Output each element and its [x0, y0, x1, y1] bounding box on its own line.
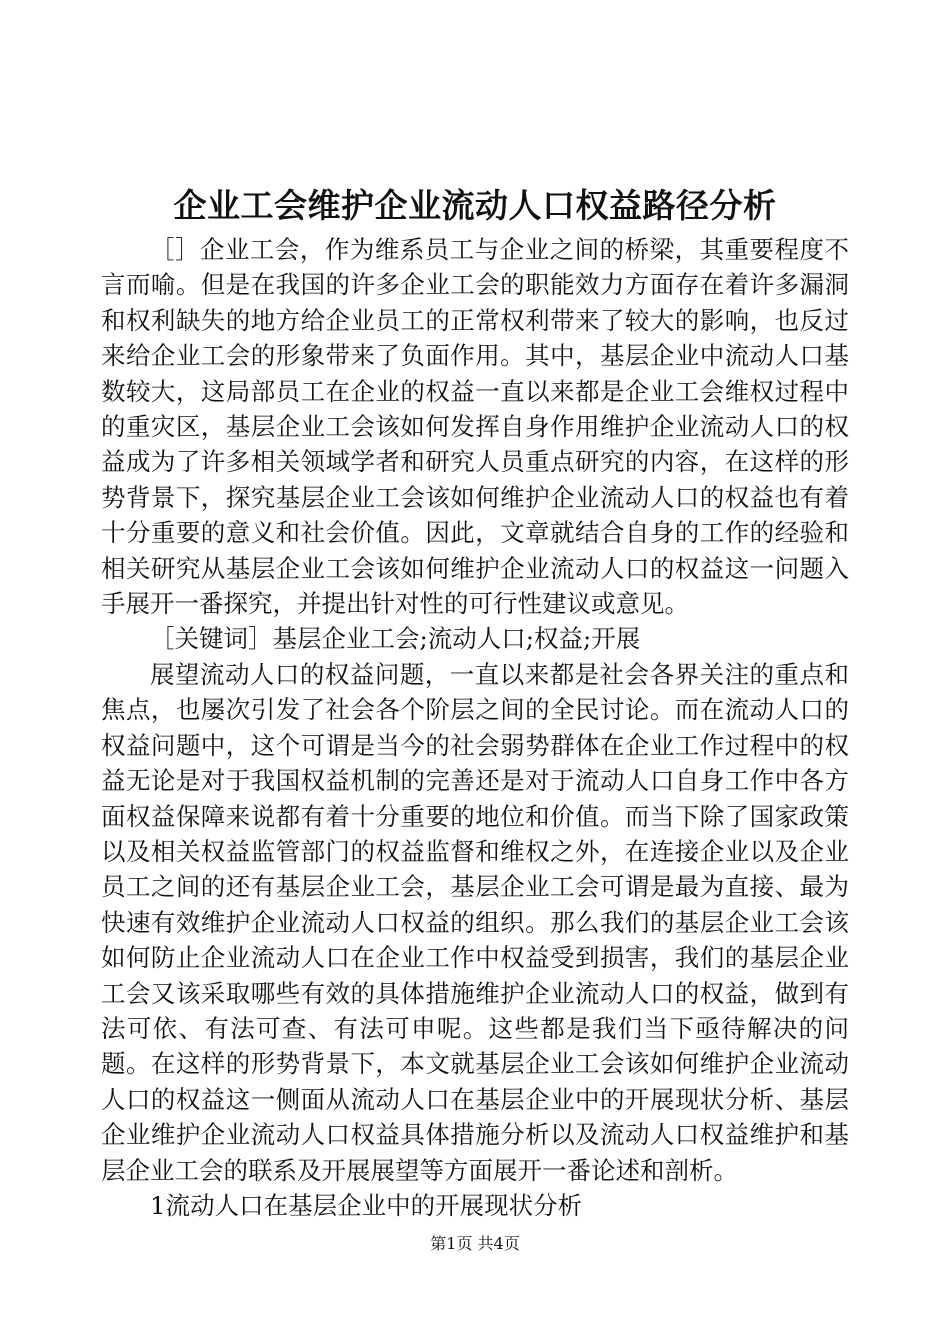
document-body — [101, 232, 849, 1223]
abstract-paragraph: ［］企业工会，作为维系员工与企业之间的桥梁，其重要程度不言而喻。但是在我国的许多企业工会的职能效力方面存在着许多漏洞和权利缺失的地方给企业员工的正常权利带来了较大的影响，也反过来给企业工会的形象带来了负面作用。其中，基层企业中流动人口基数较大，这局部员工在企业的权益一直以来都是企业工会维权过程中的重灾区，基层企业工会该如何发挥自身作用维护企业流动人口的权益成为了许多相关领域学者和研究人员重点研究的内容，在这样的形势背景下，探究基层企业工会该如何维护企业流动人口的权益也有着十分重要的意义和社会价值。因此，文章就结合自身的工作的经验和相关研究从基层企业工会该如何维护企业流动人口的权益这一问题入手展开一番探究，并提出针对性的可行性建议或意见。 — [101, 235, 849, 619]
document-title: 企业工会维护企业流动人口权益路径分析 — [173, 186, 777, 225]
keywords-line: ［关键词］基层企业工会;流动人口;权益;开展 — [150, 624, 641, 654]
page-footer: 第1页 共4页 — [430, 1234, 520, 1253]
section-1-heading: 1流动人口在基层企业中的开展现状分析 — [150, 1190, 583, 1220]
intro-paragraph: 展望流动人口的权益问题，一直以来都是社会各界关注的重点和焦点，也屡次引发了社会各个阶层之间的全民讨论。而在流动人口的权益问题中，这个可谓是当今的社会弱势群体在企业工作过程中的权益无论是对于我国权益机制的完善还是对于流动人口自身工作中各方面权益保障来说都有着十分重要的地位和价值。而当下除了国家政策以及相关权益监管部门的权益监督和维权之外，在连接企业以及企业员工之间的还有基层企业工会，基层企业工会可谓是最为直接、最为快速有效维护企业流动人口权益的组织。那么我们的基层企业工会该如何防止企业流动人口在企业工作中权益受到损害，我们的基层企业工会又该采取哪些有效的具体措施维护企业流动人口的权益，做到有法可依、有法可查、有法可申呢。这些都是我们当下亟待解决的问题。在这样的形势背景下，本文就基层企业工会该如何维护企业流动人口的权益这一侧面从流动人口在基层企业中的开展现状分析、基层企业维护企业流动人口权益具体措施分析以及流动人口权益维护和基层企业工会的联系及开展展望等方面展开一番论述和剖析。 — [101, 659, 849, 1185]
